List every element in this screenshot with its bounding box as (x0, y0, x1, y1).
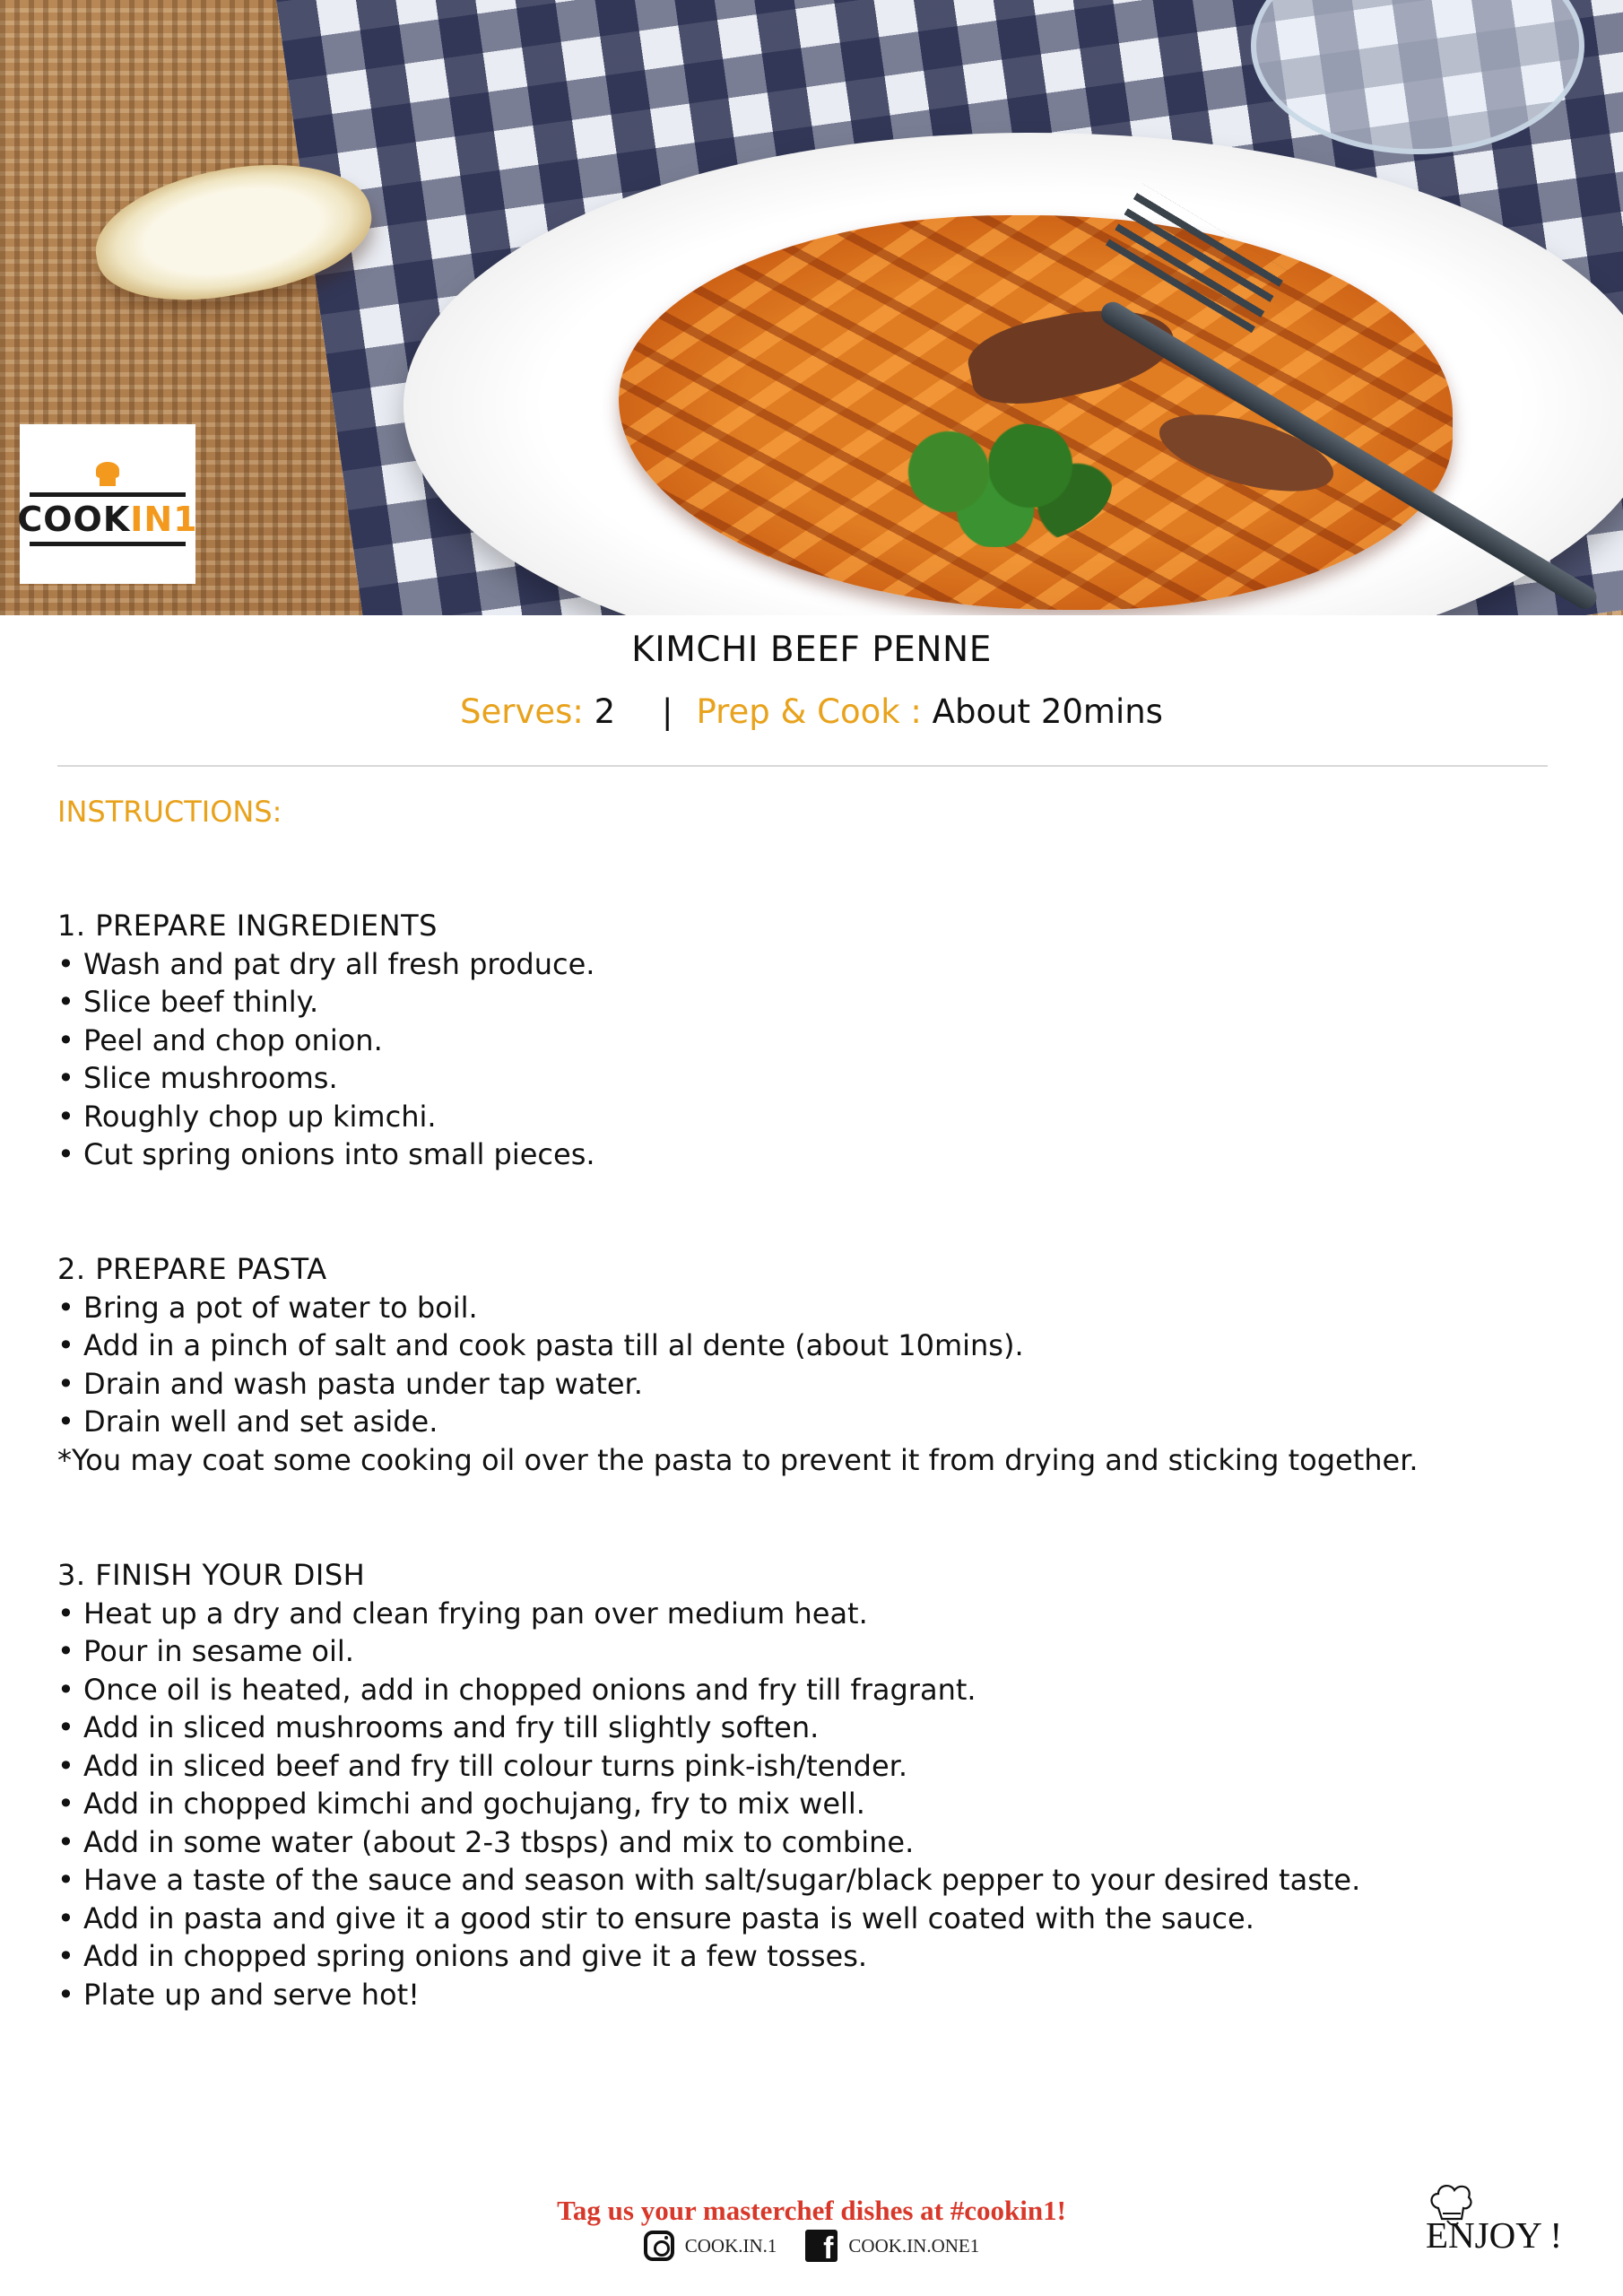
logo-rule-bottom (30, 542, 186, 546)
step-item: • Drain and wash pasta under tap water. (57, 1366, 643, 1401)
section-heading: 3. FINISH YOUR DISH (57, 1558, 366, 1592)
facebook-icon[interactable]: f (805, 2230, 838, 2262)
step-item: • Roughly chop up kimchi. (57, 1099, 437, 1134)
step-item: • Peel and chop onion. (57, 1022, 383, 1057)
step-item: • Slice beef thinly. (57, 985, 319, 1019)
section-heading: 2. PREPARE PASTA (57, 1252, 327, 1286)
social-handles (0, 2230, 1623, 2266)
step-item: • Cut spring onions into small pieces. (57, 1137, 595, 1171)
instructions-heading: INSTRUCTIONS: (57, 795, 282, 829)
logo-text (17, 497, 197, 542)
section-heading: 1. PREPARE INGREDIENTS (57, 909, 438, 943)
brand-logo (17, 424, 198, 584)
divider (57, 765, 1548, 767)
section-prepare-pasta (57, 1250, 1582, 1479)
step-item: • Drain well and set aside. (57, 1405, 438, 1439)
step-item: • Add in sliced beef and fry till colour turns pink-ish/tender. (57, 1748, 908, 1783)
section-prepare-ingredients (57, 907, 1582, 1174)
chef-hat-logo-icon (92, 462, 123, 489)
step-item: • Have a taste of the sauce and season with salt/sugar/black pepper to your desired taste. (57, 1863, 1361, 1897)
section-finish-dish (57, 1556, 1582, 2013)
step-item: • Bring a pot of water to boil. (57, 1290, 478, 1325)
step-item: • Pour in sesame oil. (57, 1634, 354, 1668)
step-item: • Add in a pinch of salt and cook pasta till al dente (about 10mins). (57, 1328, 1024, 1362)
step-item: • Add in some water (about 2-3 tbsps) and mix to combine. (57, 1824, 915, 1859)
step-item: • Once oil is heated, add in chopped onions and fry till fragrant. (57, 1672, 976, 1707)
facebook-handle[interactable]: COOK.IN.ONE1 (848, 2234, 980, 2257)
recipe-title: KIMCHI BEEF PENNE (631, 630, 992, 670)
coriander-garnish (879, 422, 1112, 547)
step-item: • Heat up a dry and clean frying pan over medium heat. (57, 1596, 868, 1631)
serves-label: Serves: (460, 692, 584, 731)
step-item: • Plate up and serve hot! (57, 1977, 420, 2012)
instagram-handle[interactable]: COOK.IN.1 (684, 2234, 777, 2257)
step-item: • Add in chopped kimchi and gochujang, fry to mix well. (57, 1787, 865, 1821)
prep-value: About 20mins (932, 692, 1163, 731)
step-item: • Slice mushrooms. (57, 1061, 338, 1095)
logo-text-cook: COOK (17, 500, 131, 539)
step-item: • Add in pasta and give it a good stir to ensure pasta is well coated with the sauce. (57, 1900, 1254, 1935)
serves-value: 2 (594, 692, 616, 731)
hero-photo (0, 0, 1623, 615)
enjoy-text: ENJOY ! (1426, 2214, 1563, 2256)
recipe-meta (0, 692, 1623, 731)
prep-label: Prep & Cook : (696, 692, 922, 731)
step-note: *You may coat some cooking oil over the pasta to prevent it from drying and sticking together. (57, 1442, 1419, 1477)
step-item: • Add in chopped spring onions and give it a few tosses. (57, 1939, 868, 1973)
logo-text-in1: IN1 (130, 500, 198, 539)
instagram-icon[interactable] (644, 2231, 674, 2261)
step-item: • Add in sliced mushrooms and fry till slightly soften. (57, 1710, 820, 1744)
footer-tagline: Tag us your masterchef dishes at #cookin1! (557, 2195, 1066, 2226)
meta-separator: | (661, 692, 673, 731)
step-item: • Wash and pat dry all fresh produce. (57, 946, 595, 981)
